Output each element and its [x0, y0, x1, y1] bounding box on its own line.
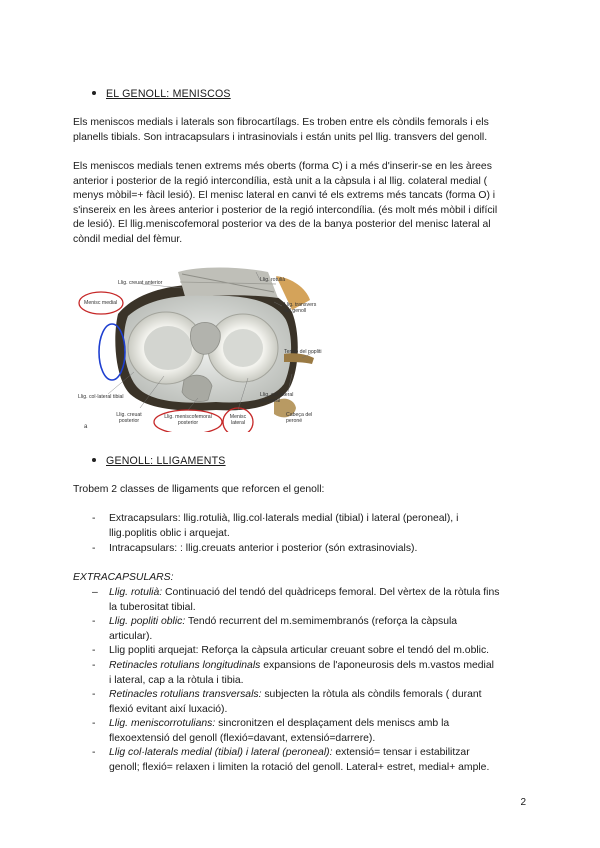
subheading-extracapsulars: EXTRACAPSULARS: [73, 572, 174, 583]
extra-item: – Llig. rotulià: Continuació del tendó del quàdriceps femoral. Del vèrtex de la ròtula fins la tuberositat tibial. [92, 587, 500, 613]
label-tendo-popliti: Tendó del popliti [284, 349, 322, 355]
extra-item: - Retinacles rotulians longitudinals expansions de l'aponeurosis dels m.vastos medial i lateral, cap a la ròtula i tibia. [92, 660, 494, 686]
extra-item: - Llig col·laterals medial (tibial) i lateral (peroneal): extensió= tensar i estabilitzar genoll; flexió= relaxen i limiten la rotació del genoll. Lateral+ estret, medial+ ample. [92, 747, 490, 773]
paragraph-meniscos-detail: Els meniscos medials tenen extrems més oberts (forma C) i a més d'inserir-se en les àrees anterior i posterior de la regió intercondília, està unit a la càpsula i al llig. colateral medial ( menys mòbil=+ fàcil lesió). El menisc lateral en canvi té els extrems més tancats (forma O) i s'insereix en les àrees anterior i posterior de la regió intercondília. (és molt més mòbil i difícil de lesió). El llig.meniscofemoral posterior va des de la banya posterior del menisc lateral al còndil medial del fèmur. [73, 161, 498, 245]
extra-item: - Llig. meniscorrotulians: sincronitzen el desplaçament dels meniscs amb la flexoextensió del genoll (flexió=davant, extensió=darrere). [92, 718, 450, 744]
label-creuat-posterior: Llig. creuat posterior [116, 412, 142, 424]
label-creuat-anterior: Llig. creuat anterior [118, 280, 163, 286]
page-number: 2 [520, 797, 526, 808]
knee-menisci-illustration [78, 262, 342, 432]
label-menisc-lateral: Menisc lateral [229, 414, 247, 426]
section-heading-meniscos: EL GENOLL: MENISCOS [92, 88, 231, 100]
label-transvers: Llig. transvers del genoll [284, 302, 317, 314]
paragraph-lligaments-intro: Trobem 2 classes de lligaments que reforcen el genoll: [73, 484, 325, 495]
bullet-icon [92, 458, 96, 462]
knee-menisci-figure [78, 262, 342, 432]
extra-item: - Retinacles rotulians transversals: subjecten la ròtula als còndils femorals ( durant flexió evitant així luxació). [92, 689, 482, 715]
label-cabeza-perone: Cabeça del peroné [286, 412, 313, 424]
extra-item: - Llig. popliti oblic: Tendó recurrent del m.semimembranós (reforça la càpsula articular). [92, 616, 458, 642]
list-item: - Extracapsulars: llig.rotulià, llig.col·laterals medial (tibial) i lateral (peroneal), i llig.poplitis oblic i arquejat. [92, 513, 459, 539]
label-meniscofemoral: Llig. meniscofemoral posterior [164, 414, 212, 426]
list-item: - Intracapsulars: : llig.creuats anterior i posterior (són extrasinovials). [92, 543, 418, 554]
extra-item: - Llig popliti arquejat: Reforça la càpsula articular creuant sobre el tendó del m.oblic. [92, 645, 490, 656]
label-menisc-medial: Menisc medial [84, 300, 118, 306]
paragraph-meniscos-intro: Els meniscos medials i laterals son fibrocartílags. Es troben entre els còndils femorals i els planells tibials. Son intracapsulars i intrasinovials i están units pel llig. transvers del genoll. [73, 117, 489, 143]
section-heading-lligaments: GENOLL: LLIGAMENTS [92, 455, 226, 467]
label-rotular: Llig. rotulià [260, 277, 286, 283]
label-corner: a [84, 424, 88, 430]
label-col-peroneal: Llig. col·lateral peroneal [260, 392, 294, 404]
bullet-icon [92, 91, 96, 95]
label-col-tibial: Llig. col·lateral tibial [78, 394, 124, 400]
